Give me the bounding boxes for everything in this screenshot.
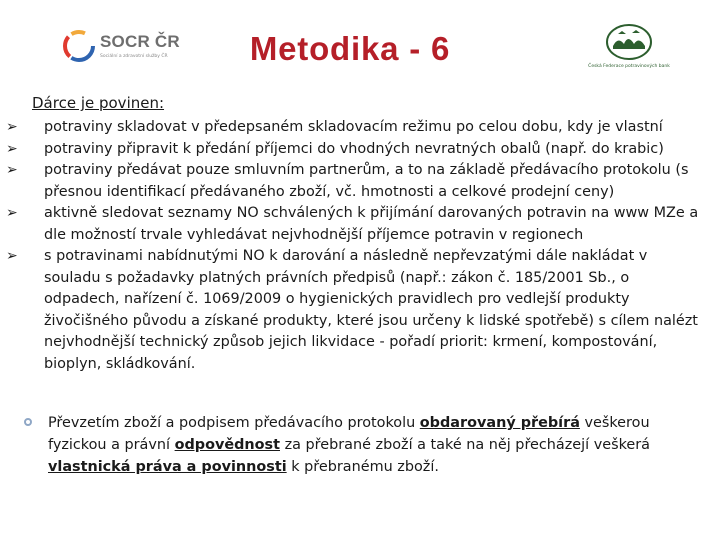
list-item (6, 160, 706, 203)
list-item-text: aktivně sledovat seznamy NO schválených k přijímání darovaných potravin na www MZe a dle možností trvale vyhledávat nejvhodnější příjemce potravin v regionech (44, 205, 699, 243)
arrow-bullet-icon: ➢ (6, 162, 18, 178)
note-part-4: k přebranému zboží. (286, 459, 439, 475)
note-emphasis-responsibility: odpovědnost (174, 437, 280, 453)
arrow-bullet-icon: ➢ (6, 140, 18, 157)
arrow-bullet-icon: ➢ (6, 248, 18, 264)
list-item-text: potraviny připravit k předání příjemci do vhodných nevratných obalů (např. do krabic) (44, 140, 664, 157)
note-part-1: Převzetím zboží a podpisem předávacího protokolu (48, 415, 420, 431)
list-item-text: s potravinami nabídnutými NO k darování a následně nepřevzatými dále nakládat v souladu s požadavky platných právních předpisů (např.: zákon č. 185/2001 Sb., o odpadech, nařízení č. 1069/2009 o hygienických pravidlech pro vedlejší produkty živočišného původu a získané produkty, které jsou určeny k lidské spotřebě) s cílem nalézt nejvhodnější technický způsob jejich likvidace - pořadí priorit: krmení, kompostování, bioplyn, skládkování. (44, 248, 698, 372)
note-part-3: za přebrané zboží a také na něj přecházejí veškerá (280, 437, 651, 453)
page-title: Metodika - 6 (249, 30, 451, 67)
list-item-text: potraviny předávat pouze smluvním partnerům, a to na základě předávacího protokolu (s přesnou identifikací předávaného zboží, vč. hmotnosti a celkové prodejní ceny) (44, 162, 689, 200)
socr-logo-brand: SOCR ČR (100, 32, 180, 51)
food-bank-logo (574, 22, 684, 72)
note-emphasis-recipient: obdarovaný přebírá (419, 415, 580, 431)
list-item (6, 203, 706, 246)
list-item (6, 139, 706, 161)
responsibility-note (24, 412, 684, 478)
note-part-2: veškerou fyzickou a právní (48, 415, 650, 453)
arrow-bullet-icon: ➢ (6, 119, 18, 135)
list-item (6, 246, 706, 375)
note-text (24, 412, 684, 478)
obligations-list (6, 117, 706, 375)
food-bank-logo-icon (604, 22, 654, 62)
list-item (6, 117, 706, 139)
food-bank-logo-caption: Česká Federace potravinových bank (588, 64, 670, 69)
list-item-text: potraviny skladovat v předepsaném skladovacím režimu po celou dobu, kdy je vlastní (44, 119, 663, 135)
section-label: Dárce je povinen: (32, 94, 165, 112)
note-emphasis-ownership: vlastnická práva a povinnosti (48, 459, 287, 475)
ring-bullet-icon (24, 418, 32, 426)
arrow-bullet-icon: ➢ (6, 205, 18, 221)
socr-logo-tagline: Sociální a zdravotní služby ČR (100, 54, 168, 59)
